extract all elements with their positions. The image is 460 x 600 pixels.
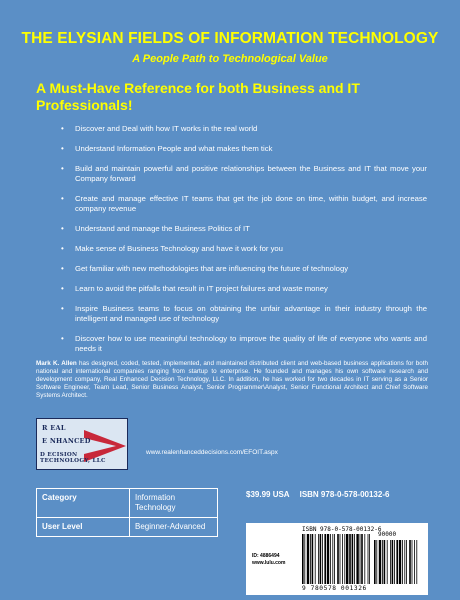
bullet-icon: • xyxy=(61,144,64,153)
category-value: Information Technology xyxy=(130,489,218,518)
list-item: • Make sense of Business Technology and have it work for you xyxy=(61,244,283,253)
list-item: • Get familiar with new methodologies that are influencing the future of technology xyxy=(61,264,349,273)
bullet-icon: • xyxy=(61,284,64,293)
price-isbn xyxy=(246,490,389,499)
bullet-icon: • xyxy=(61,264,64,273)
bullet-icon: • xyxy=(61,244,64,253)
logo-line-1: R EAL xyxy=(42,424,66,432)
list-item: • Learn to avoid the pitfalls that result in IT project failures and waste money xyxy=(61,284,328,293)
logo-line-3: D ECISION TECHNOLOGY, LLC xyxy=(40,452,106,464)
barcode-id: ID: 4886494 www.lulu.com xyxy=(252,553,286,566)
barcode-supplement-bars-icon xyxy=(374,540,418,584)
list-item: • Build and maintain powerful and positive relationships between the Business and IT that move your Company forward xyxy=(61,164,427,183)
bullet-icon: • xyxy=(61,304,64,313)
barcode-isbn-text: ISBN 978-0-578-00132-6 xyxy=(302,526,382,533)
headline: A Must-Have Reference for both Business and IT Professionals! xyxy=(36,80,360,113)
isbn: ISBN 978-0-578-00132-6 xyxy=(299,490,390,499)
bullet-icon: • xyxy=(61,194,64,203)
list-item: • Understand Information People and what makes them tick xyxy=(61,144,273,153)
feature-list xyxy=(61,124,427,364)
price: $39.99 USA xyxy=(246,490,290,499)
list-item: • Understand and manage the Business Politics of IT xyxy=(61,224,250,233)
book-info-table xyxy=(36,488,218,537)
bullet-icon: • xyxy=(61,124,64,133)
user-level-value: Beginner-Advanced xyxy=(130,518,218,537)
barcode-supplement-text: 90000 xyxy=(378,531,397,538)
company-logo xyxy=(36,418,128,470)
book-subtitle: A People Path to Technological Value xyxy=(132,53,328,65)
logo-line-2: E NHANCED xyxy=(42,437,91,445)
list-item: • Inspire Business teams to focus on obtaining the unfair advantage in their industry through the intelligent and managed use of technology xyxy=(61,304,427,323)
table-row xyxy=(37,518,218,537)
barcode-bars-icon xyxy=(302,534,370,584)
barcode-number: 9 780578 001326 xyxy=(302,585,367,592)
list-item: • Discover how to use meaningful technology to improve the quality of life of everyone who wants and needs it xyxy=(61,334,427,353)
list-item: • Discover and Deal with how IT works in the real world xyxy=(61,124,258,133)
author-bio xyxy=(36,360,428,400)
bio-text: has designed, coded, tested, implemented, and maintained distributed client and web-based business applications for both national and international companies ranging from startup to enterprise. He founded and manages his own software research and development company, Real Enhanced Decision Technology, LLC. In addition, he has worked for two decades in IT serving as a Senior Software Engineer, Team Lead, Senior Business Analyst, Senior Programmer\Analyst, Senior Functional Architect and Chief Software Systems Architect. xyxy=(36,360,428,399)
book-title: THE ELYSIAN FIELDS OF INFORMATION TECHNOLOGY xyxy=(21,30,439,47)
author-name: Mark K. Allen xyxy=(36,360,77,367)
bullet-icon: • xyxy=(61,334,64,343)
table-row xyxy=(37,489,218,518)
bullet-icon: • xyxy=(61,164,64,173)
category-label: Category xyxy=(37,489,130,518)
list-item: • Create and manage effective IT teams that get the job done on time, within budget, and increase company revenue xyxy=(61,194,427,213)
user-level-label: User Level xyxy=(37,518,130,537)
website-link[interactable]: www.realenhanceddecisions.com/EFOIT.aspx xyxy=(146,449,278,456)
barcode xyxy=(246,523,428,595)
bullet-icon: • xyxy=(61,224,64,233)
